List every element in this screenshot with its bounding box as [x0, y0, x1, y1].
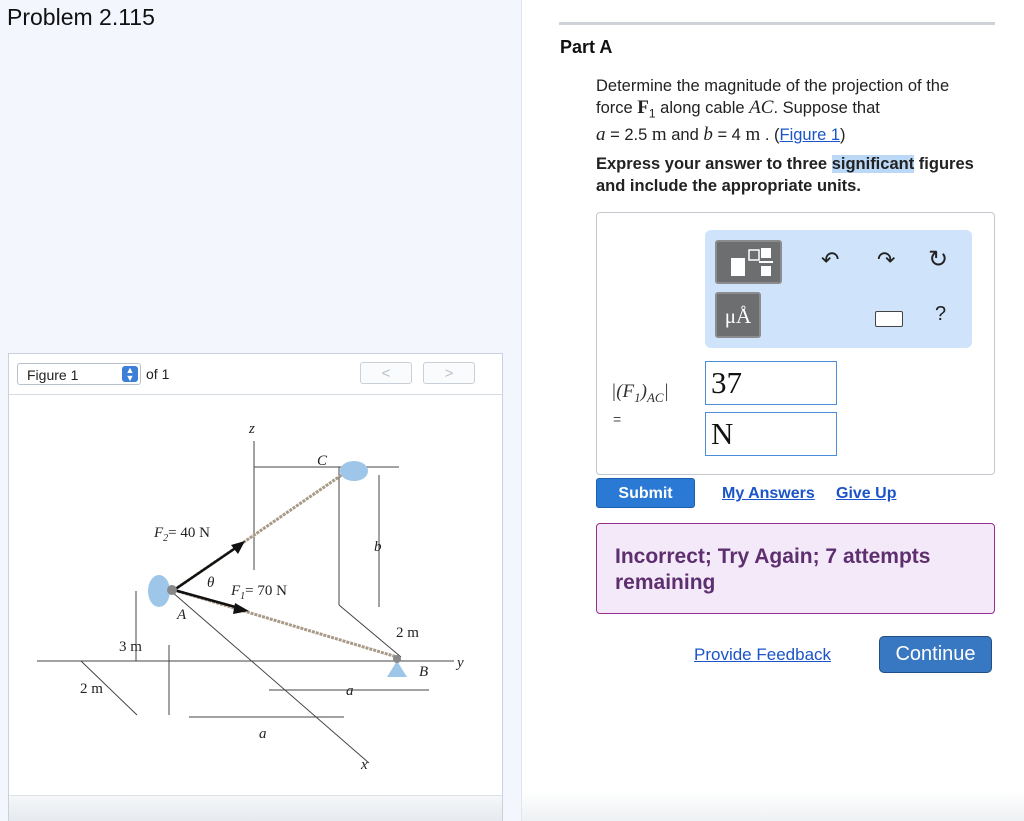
question-text: Determine the magnitude of the projection of the force $F_1$ along cable AC. Suppose that a = 2.5 m and b = 4 m . (Figure 1) — [596, 77, 950, 146]
support-a — [148, 575, 170, 607]
reset-icon[interactable]: ↻ — [928, 246, 949, 273]
prev-figure-button[interactable]: < — [360, 362, 412, 384]
figure-link[interactable]: Figure 1 — [779, 126, 841, 145]
label-3m: 3 m — [119, 639, 142, 655]
feedback-box — [596, 523, 995, 614]
x-axis — [164, 585, 369, 763]
label-z: z — [249, 421, 255, 437]
keyboard-icon[interactable] — [875, 311, 903, 327]
joint-a — [167, 585, 177, 595]
templates-button[interactable] — [715, 240, 782, 284]
feedback-message: Incorrect; Try Again; 7 attempts remaining — [615, 545, 931, 594]
help-icon[interactable]: ? — [935, 303, 947, 325]
label-2m-right: 2 m — [396, 625, 419, 641]
label-y: y — [457, 655, 464, 671]
label-f2: $F_2= 40$ N — [154, 525, 210, 544]
chevron-updown-icon: ▲ ▼ — [122, 366, 138, 382]
redo-icon[interactable]: ↷ — [877, 247, 896, 272]
label-a-low: a — [259, 726, 267, 742]
figure-select[interactable] — [17, 363, 141, 385]
instruction-text: Express your answer to three significant figures and include the appropriate units. — [596, 155, 974, 195]
highlighted-word: significant — [831, 155, 915, 173]
equals-sign: = — [613, 411, 622, 427]
support-b — [387, 661, 407, 677]
give-up-link[interactable]: Give Up — [836, 485, 897, 502]
label-x: x — [361, 757, 368, 773]
part-divider — [559, 22, 995, 25]
joint-b — [393, 655, 401, 663]
answer-units-field[interactable]: N — [705, 412, 837, 456]
force-f1-arrow — [174, 590, 239, 608]
force-f2-arrow — [174, 547, 237, 590]
label-a-mid: a — [346, 683, 354, 699]
f2-arrowhead — [231, 541, 245, 554]
units-button[interactable]: μÅ — [715, 292, 761, 338]
submit-button[interactable]: Submit — [596, 478, 695, 508]
problem-title: Problem 2.115 — [7, 4, 155, 30]
label-c: C — [317, 453, 328, 469]
label-b-point: B — [419, 664, 429, 680]
label-f1: $F_1= 70$ N — [231, 583, 287, 602]
support-c — [340, 461, 368, 481]
answer-box — [596, 212, 995, 475]
figure-scrollbar[interactable] — [9, 795, 502, 821]
continue-button[interactable]: Continue — [879, 636, 992, 673]
bottom-bar — [522, 790, 1024, 821]
next-figure-button[interactable]: > — [423, 362, 475, 384]
label-theta: θ — [207, 575, 215, 591]
figure-toolbar — [9, 354, 502, 395]
f1-arrowhead — [233, 603, 249, 614]
figure-panel — [8, 353, 503, 821]
part-title: Part A — [560, 37, 613, 57]
undo-icon[interactable]: ↶ — [821, 247, 840, 272]
figure-select-label: Figure 1 — [27, 367, 79, 383]
provide-feedback-link[interactable]: Provide Feedback — [694, 645, 832, 664]
label-a-point: A — [177, 607, 187, 623]
figure-count: of 1 — [146, 366, 170, 382]
label-b-dim: b — [374, 539, 382, 555]
my-answers-link[interactable]: My Answers — [722, 485, 815, 502]
fraction-template-icon — [717, 242, 780, 282]
answer-value-field[interactable]: 37 — [705, 361, 837, 405]
answer-label: $|(F_1)_{AC}|$ — [611, 381, 669, 405]
figure-image — [9, 395, 502, 795]
math-toolbar — [705, 230, 972, 348]
label-2m-left: 2 m — [80, 681, 103, 697]
